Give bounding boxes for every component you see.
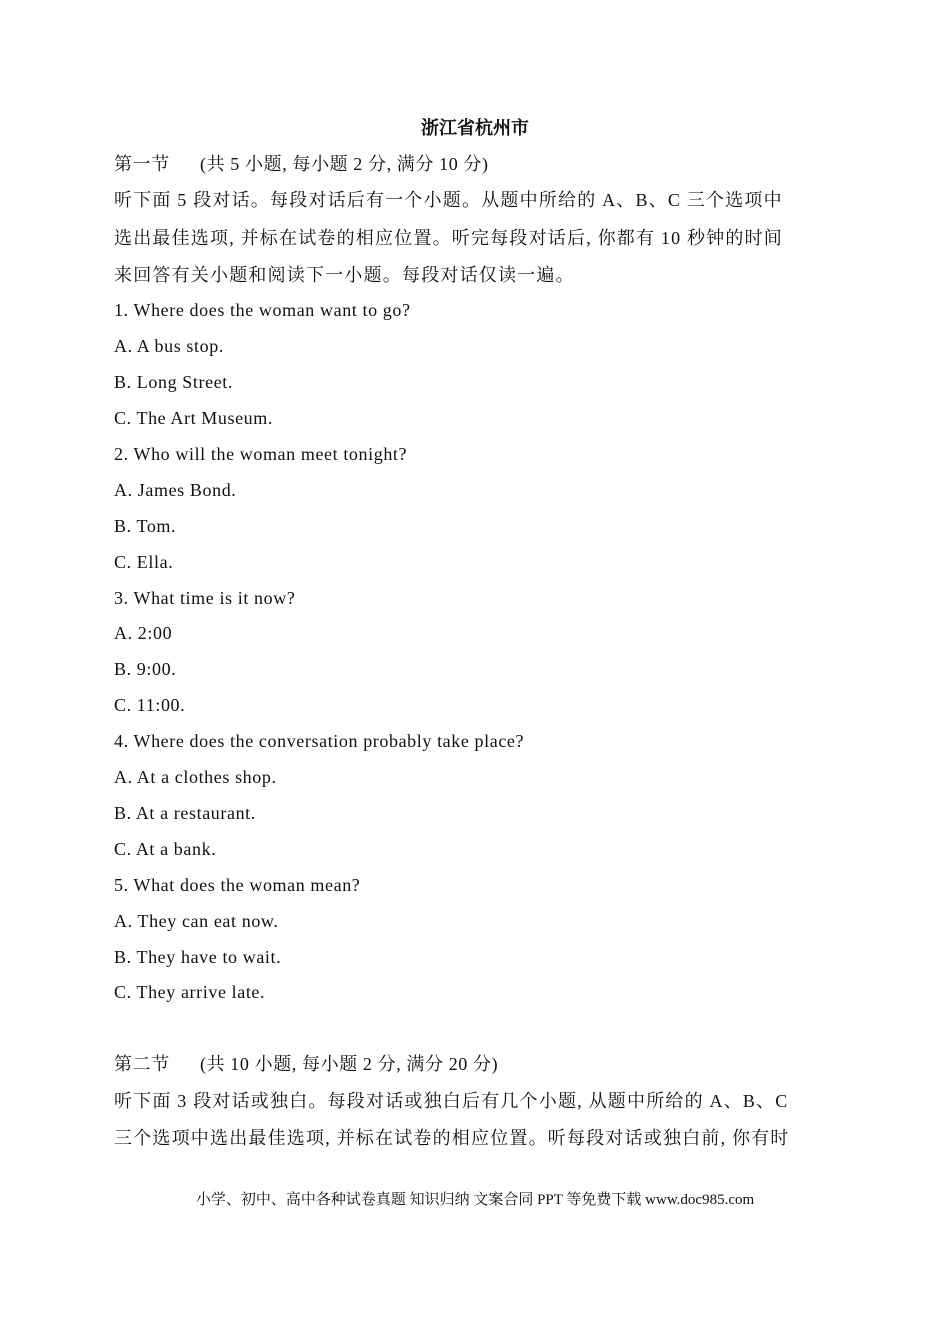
section1-label: 第一节 <box>114 154 170 174</box>
question-2-option-a: A. James Bond. <box>114 480 237 500</box>
question-5-option-a: A. They can eat now. <box>114 911 279 931</box>
page-footer: 小学、初中、高中各种试卷真题 知识归纳 文案合同 PPT 等免费下载 www.doc985.com <box>195 1192 755 1208</box>
question-3-option-a: A. 2:00 <box>114 623 173 643</box>
question-2-option-b: B. Tom. <box>114 516 177 536</box>
question-4: 4. Where does the conversation probably take place? <box>114 731 525 751</box>
question-4-option-c: C. At a bank. <box>114 839 217 859</box>
question-1-option-c: C. The Art Museum. <box>114 408 273 428</box>
question-4-option-b: B. At a restaurant. <box>114 803 256 823</box>
question-3-option-b: B. 9:00. <box>114 659 177 679</box>
question-5: 5. What does the woman mean? <box>114 875 361 895</box>
page-title: 浙江省杭州市 <box>421 118 529 138</box>
question-4-option-a: A. At a clothes shop. <box>114 767 277 787</box>
section1-instruction-line: 听下面 5 段对话。每段对话后有一个小题。从题中所给的 A、B、C 三个选项中 <box>114 190 783 210</box>
question-1-option-a: A. A bus stop. <box>114 336 224 356</box>
question-1: 1. Where does the woman want to go? <box>114 300 411 320</box>
section2-instruction-line: 听下面 3 段对话或独白。每段对话或独白后有几个小题, 从题中所给的 A、B、C <box>114 1091 789 1111</box>
question-5-option-b: B. They have to wait. <box>114 947 282 967</box>
question-2: 2. Who will the woman meet tonight? <box>114 444 408 464</box>
section1-heading <box>114 152 489 176</box>
section2-label: 第二节 <box>114 1054 170 1074</box>
section2-heading <box>114 1052 498 1076</box>
question-3: 3. What time is it now? <box>114 588 296 608</box>
question-3-option-c: C. 11:00. <box>114 695 186 715</box>
question-2-option-c: C. Ella. <box>114 552 174 572</box>
section2-info: (共 10 小题, 每小题 2 分, 满分 20 分) <box>200 1054 499 1074</box>
question-5-option-c: C. They arrive late. <box>114 982 266 1002</box>
section1-instruction-line: 来回答有关小题和阅读下一小题。每段对话仅读一遍。 <box>114 265 575 285</box>
section1-info: (共 5 小题, 每小题 2 分, 满分 10 分) <box>200 154 489 174</box>
section1-instruction-line: 选出最佳选项, 并标在试卷的相应位置。听完每段对话后, 你都有 10 秒钟的时间 <box>114 228 783 248</box>
question-1-option-b: B. Long Street. <box>114 372 233 392</box>
section2-instruction-line: 三个选项中选出最佳选项, 并标在试卷的相应位置。听每段对话或独白前, 你有时 <box>114 1128 790 1148</box>
